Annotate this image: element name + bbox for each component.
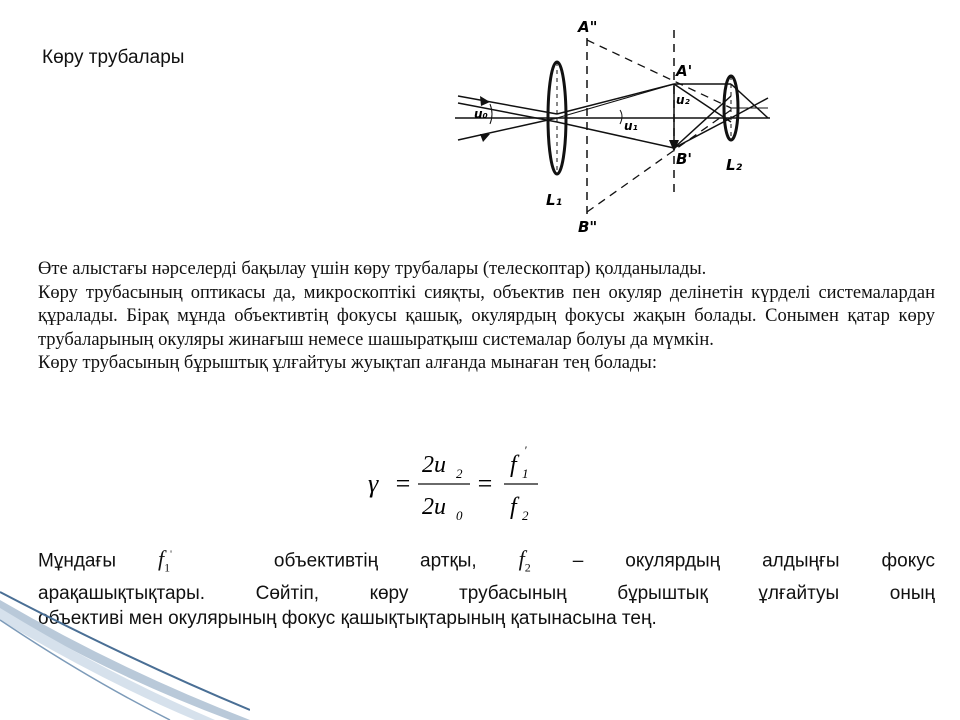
conclusion-objective: объективтің артқы, [273,550,477,572]
label-l2: L₂ [726,156,743,174]
formula-den1-sub: 0 [456,508,463,523]
incoming-ray-upper [458,96,557,114]
body-text [38,258,935,376]
formula-num2: f [510,452,517,478]
formula-num1-sub: 2 [456,466,463,481]
label-l1: L₁ [546,191,563,209]
label-b-prime: B' [676,150,693,168]
paragraph-intro: Өте алыстағы нәрселерді бақылау үшін көру трубалары (телескоптар) қолданылады. [38,259,707,279]
conclusion-line-2: арақашықтықтары. Сөйтіп, көру трубасының бұрыштық ұлғайтуы оның [38,582,935,604]
formula-num1: 2u [422,452,446,478]
formula-den2-sub: 2 [522,508,529,523]
symbol-f2: $f_2$ [518,546,531,575]
label-u2: u₂ [676,93,690,107]
formula-eq1: = [394,469,412,498]
label-a-double: A" [578,18,598,36]
formula-gamma: γ [368,469,379,498]
formula-num2-sup: ' [524,443,527,457]
formula-den1: 2u [422,494,446,520]
slide-title: Көру трубалары [42,47,185,68]
telescope-diagram [450,0,780,240]
formula-num2-sub: 1 [522,466,529,481]
formula-den2: f [510,494,517,520]
paragraph-optics: Көру трубасының оптикасы да, микроскоптікі сияқты, объектив пен окуляр делінетін күрделі системалардан құралады. Бірақ мұнда объективтің фокусы қашық, окулярдың фокусы жақын болады. Сонымен қатар көру трубаларының окуляры жинағыш немесе шашыратқыш системалар болуы да мүмкін. [38,282,935,350]
symbol-f1-prime: $f_1'$ [158,546,172,575]
formula-eq2: = [476,469,494,498]
conclusion-eyepiece: – окулярдың алдыңғы фокус [572,550,936,572]
incoming-ray-lower [458,118,557,140]
conclusion-line-1 [38,543,935,581]
decorative-swoosh [0,580,250,720]
conclusion-line-3: объективі мен окулярының фокус қашықтықтарының қатынасына тең. [38,607,657,629]
ray-to-a-prime [557,84,674,114]
magnification-formula [360,440,580,530]
label-b-double: B" [578,218,598,236]
ray-to-b-prime [557,122,674,148]
label-u0: u₀ [474,107,488,121]
conclusion-where: Мұндағы [38,550,117,572]
paragraph-formula-intro: Көру трубасының бұрыштық ұлғайтуы жуықтап алғанда мынаған тең болады: [38,353,658,373]
label-a-prime: A' [676,62,693,80]
label-u1: u₁ [624,119,638,133]
